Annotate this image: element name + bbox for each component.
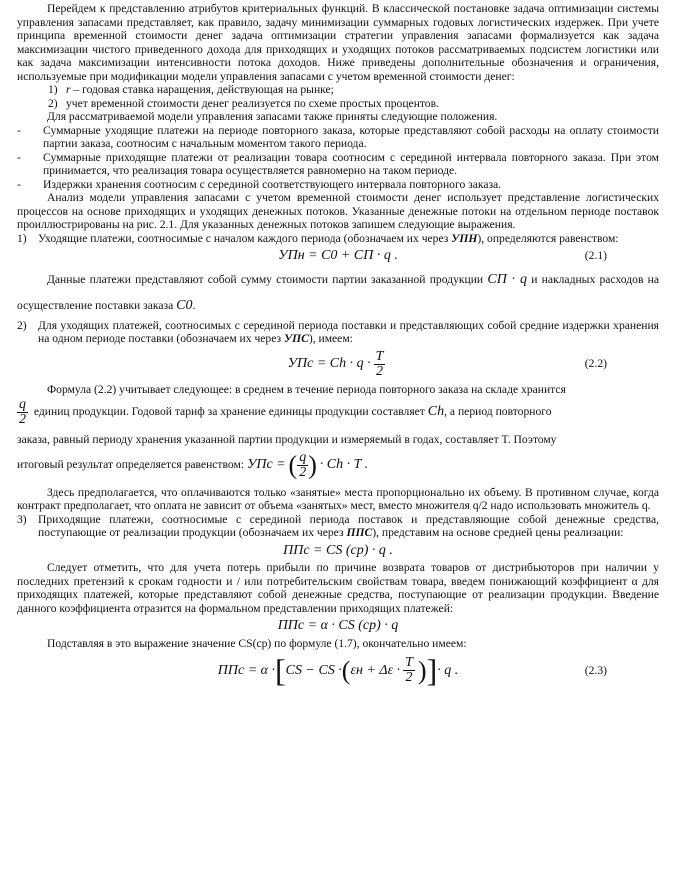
formula-number: (2.1) [584, 249, 607, 262]
item-text: Издержки хранения соотносим с серединой соответствующего интервала повторного заказа. [43, 177, 502, 191]
numbered-item-1 [17, 83, 659, 97]
dash-item-3 [17, 178, 659, 192]
fraction-q-2: $\frac{q}{2}$ [299, 449, 307, 480]
paragraph-assumptions: Для рассматриваемой модели управления запасами также приняты следующие положения. [47, 110, 498, 123]
fraction: $\frac{T}{2}$ [405, 655, 413, 685]
symbol-cp-q: CП · q [487, 271, 527, 287]
formula-number: (2.3) [584, 663, 607, 677]
item-text: Суммарные уходящие платежи на периоде повторного заказа, которые представляют собой расходы на оплату стоимости партии заказа, соотносим с начальным моментом такого периода. [43, 123, 659, 150]
numbered-item-2 [17, 97, 659, 111]
item-text: учет временной стоимости денег реализуется по схеме простых процентов. [66, 96, 439, 110]
formula-text: ППс = α · CS (cp) · q [277, 618, 399, 633]
symbol-ch: Ch [427, 404, 445, 420]
paragraph-coefficient: Следует отметить, что для учета потерь прибыли по причине возврата товаров от дистрибьюторов при наличии у последних претензий к срокам годности и / или потребительским свойствам товара, введем понижающий коэффициент α для приходящих платежей, которые представляют собой денежные средства, поступающие от реализации продукции. Введение данного коэффициента отразится на формальном представлении приходящих платежей: [17, 561, 659, 615]
list-marker: 2) [48, 96, 58, 110]
paragraph-formula-explanation: Формула (2.2) учитывает следующее: в среднем в течение периода повторного заказа на складе хранится [47, 382, 566, 396]
formula-2-2 [17, 350, 659, 379]
list-marker: 1) [17, 231, 27, 245]
formula-2-3: ППс = α · [ CS − CS · ( εн + Δε · $\frac{T}{2}$ ) ] · q . (2.3) [217, 651, 607, 688]
paragraph-substitution: Подставляя в это выражение значение CS(cp) по формуле (1.7), окончательно имеем: [47, 636, 467, 650]
formula-pps-2 [17, 619, 659, 633]
symbol-c0: C0 [176, 297, 193, 313]
item-text: – годовая ставка наращения, действующая на рынке; [70, 83, 334, 96]
item-text: Суммарные приходящие платежи от реализации товара соотносим с серединой интервала повторного заказа. При этом принимается, что реализация товара осуществляется равномерно на таком периоде. [43, 150, 659, 177]
formula-2-1 [17, 249, 659, 263]
dash-marker: - [17, 177, 21, 191]
symbol-upn: УПН [451, 231, 478, 245]
paragraph-analysis: Анализ модели управления запасами с учетом временной стоимости денег использует представление логистических процессов на основе приходящих и уходящих денежных потоков. Указанные денежные потоки на отдельном периоде поставок проиллюстрированы на рис. 2.1. Для указанных денежных потоков запишем следующие выражения. [17, 191, 659, 231]
list-marker: 1) [48, 83, 58, 96]
numbered-item-storage: 2) Для уходящих платежей, соотносимых с серединой периода поставки и представляющих собой средние издержки хранения на одном периоде поставки (обозначаем их через УПС), имеем: [17, 318, 659, 345]
paragraph-payments: Данные платежи представляют собой сумму стоимости партии заказанной продукции CП · q и накладных расходов на осуществление поставки заказа C0. [17, 271, 659, 313]
dash-marker: - [17, 123, 21, 137]
formula-text: ППс = CS (cp) · q . [283, 542, 393, 558]
dash-item-2 [17, 151, 659, 178]
formula-pps-1 [17, 544, 659, 558]
numbered-item-outgoing-start: 1) Уходящие платежи, соотносимые с началом каждого периода (обозначаем их через УПН), определяются равенством: [17, 231, 619, 245]
paragraph-intro: Перейдем к представлению атрибутов критериальных функций. В классической постановке задача оптимизации системы управления запасами представляет, как правило, задачу минимизации суммарных годовых логистических издержек. При учете принципа временной стоимости денег задача оптимизации стратегии управления запасами формализуется как задача максимизации чистого приведенного дохода для приходящих и уходящих потоков рассматриваемых подсистем логистики или как задача максимизации интенсивности потока доходов. Ниже приведены дополнительные обозначения и ограничения, используемые при модификации модели управления запасами с учетом временной стоимости денег: [17, 2, 659, 83]
symbol-ups: УПС [284, 332, 309, 345]
item-text: Приходящие платежи, соотносимые с серединой периода поставок и представляющие собой денежные средства, поступающие от реализации продукции (обозначаем их через [38, 512, 659, 539]
item-text: Для уходящих платежей, соотносимых с серединой периода поставки и представляющих собой средние издержки хранения на одном периоде поставки (обозначаем их через [38, 318, 659, 345]
paragraph-formula-explanation-cont: $\frac{q}{2}$ единиц продукции. Годовой тариф за хранение единицы продукции составляет Ch, а период повторного [19, 397, 552, 427]
fraction-q-2: $\frac{q}{2}$ [19, 397, 26, 427]
formula-number: (2.2) [584, 357, 607, 371]
list-marker: 2) [17, 318, 27, 332]
formula-text: УПс = Ch · q · [287, 356, 371, 372]
list-marker: 3) [17, 512, 27, 526]
paragraph-result: итоговый результат определяется равенством: УПс = ( $\frac{q}{2}$ ) · Ch · T . [17, 449, 369, 480]
symbol-pps: ППС [346, 526, 373, 539]
paragraph-period-text: заказа, равный периоду хранения указанной партии продукции и измеряемый в годах, составляет T. Поэтому [17, 433, 557, 446]
item-text: Уходящие платежи, соотносимые с началом каждого периода (обозначаем их через [38, 231, 452, 245]
fraction: $\frac{T}{2}$ [375, 348, 384, 379]
paragraph-occupied-places: Здесь предполагается, что оплачиваются только «занятые» места пропорционально их объему. В противном случае, когда контракт предполагает, что оплата не зависит от объема «занятых» мест, вместо множителя q/2 надо использовать множитель q. [17, 485, 659, 512]
dash-item-1 [17, 124, 659, 151]
numbered-item-incoming: 3) Приходящие платежи, соотносимые с серединой периода поставок и представляющие собой денежные средства, поступающие от реализации продукции (обозначаем их через ППС), представим на основе средней цены реализации: [17, 512, 659, 539]
dash-marker: - [17, 150, 21, 164]
formula-text: УПн = C0 + CП · q . [278, 248, 398, 263]
variable-r: r [66, 83, 71, 96]
